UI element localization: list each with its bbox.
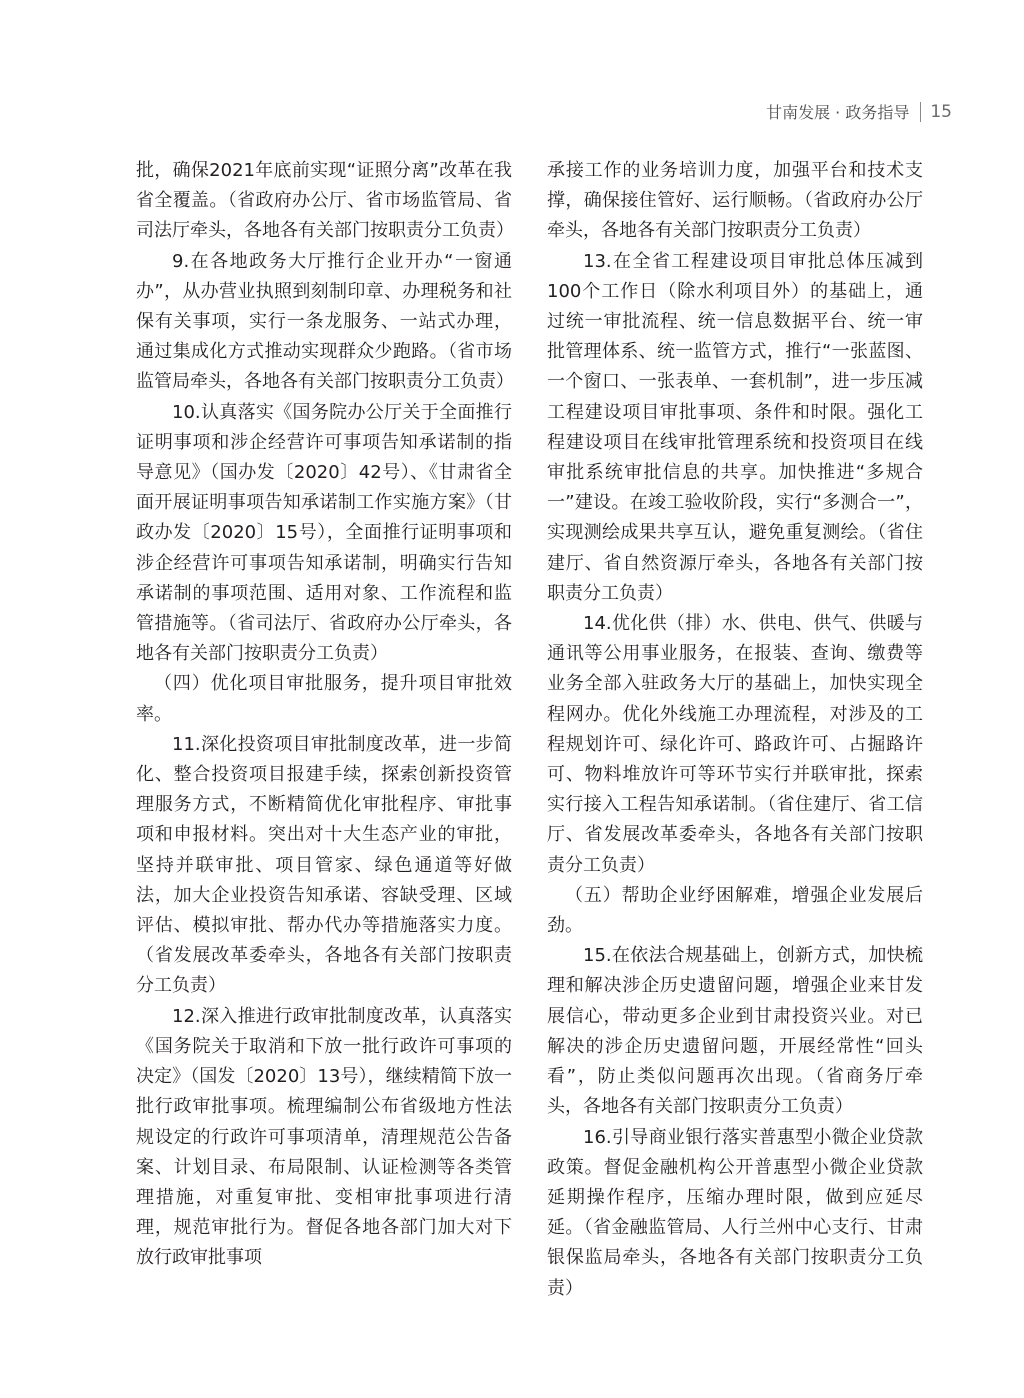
paragraph-continued: 批，确保2021年底前实现“证照分离”改革在我省全覆盖。（省政府办公厅、省市场监管局、省司法厅牵头，各地各有关部门按职责分工负责） [136, 160, 514, 242]
section-heading-4: （四）优化项目审批服务，提升项目审批效率。 [136, 673, 512, 725]
paragraph-item-10: 10.认真落实《国务院办公厅关于全面推行证明事项和涉企经营许可事项告知承诺制的指导意见》（国办发〔2020〕42号）、《甘肃省全面开展证明事项告知承诺制工作实施方案》（甘政办发〔2020〕15号），全面推行证明事项和涉企经营许可事项告知承诺制，明确实行告知承诺制的事项范围、适用对象、工作流程和监管措施等。（省司法厅、省政府办公厅牵头，各地各有关部门按职责分工负责） [136, 401, 512, 665]
paragraph-item-9: 9.在各地政务大厅推行企业开办“一窗通办”，从办营业执照到刻制印章、办理税务和社保有关事项，实行一条龙服务、一站式办理，通过集成化方式推动实现群众少跑路。（省市场监管局牵头，各地各有关部门按职责分工负责） [136, 250, 514, 393]
section-heading-5: （五）帮助企业纾困解难，增强企业发展后劲。 [547, 884, 923, 937]
left-column [136, 156, 512, 1274]
paragraph-item-13: 13.在全省工程建设项目审批总体压减到100个工作日（除水利项目外）的基础上，通过统一审批流程、统一信息数据平台、统一审批管理体系、统一监管方式，推行“一张蓝图、一个窗口、一张表单、一套机制”，进一步压减工程建设项目审批事项、条件和时限。强化工程建设项目在线审批管理系统和投资项目在线审批系统审批信息的共享。加快推进“多规合一”建设。在竣工验收阶段，实行“多测合一”，实现测绘成果共享互认，避免重复测绘。（省住建厅、省自然资源厅牵头，各地各有关部门按职责分工负责） [547, 250, 923, 604]
paragraph-item-16: 16.引导商业银行落实普惠型小微企业贷款政策。督促金融机构公开普惠型小微企业贷款延期操作程序，压缩办理时限，做到应延尽延。（省金融监管局、人行兰州中心支行、甘肃银保监局牵头，各地各有关部门按职责分工负责） [547, 1126, 923, 1299]
header-title: 甘南发展 · 政务指导 [766, 103, 910, 122]
paragraph-item-14: 14.优化供（排）水、供电、供气、供暖与通讯等公用事业服务，在报装、查询、缴费等业务全部入驻政务大厅的基础上，加快实现全程网办。优化外线施工办理流程，对涉及的工程规划许可、绿化许可、路政许可、占掘路许可、物料堆放许可等环节实行并联审批，探索实行接入工程告知承诺制。（省住建厅、省工信厅、省发展改革委牵头，各地各有关部门按职责分工负责） [547, 613, 923, 876]
right-column [547, 156, 923, 1304]
header-divider [920, 102, 921, 122]
paragraph-item-12: 12.深入推进行政审批制度改革，认真落实《国务院关于取消和下放一批行政许可事项的决定》（国发〔2020〕13号），继续精简下放一批行政审批事项。梳理编制公布省级地方性法规设定的行政许可事项清单，清理规范公告备案、计划目录、布局限制、认证检测等各类管理措施，对重复审批、变相审批事项进行清理，规范审批行为。督促各地各部门加大对下放行政审批事项 [136, 1005, 512, 1269]
page-number: 15 [930, 101, 952, 122]
paragraph-continued: 承接工作的业务培训力度，加强平台和技术支撑，确保接住管好、运行顺畅。（省政府办公厅牵头，各地各有关部门按职责分工负责） [547, 160, 923, 242]
running-header [766, 100, 952, 123]
paragraph-item-11: 11.深化投资项目审批制度改革，进一步简化、整合投资项目报建手续，探索创新投资管理服务方式，不断精简优化审批程序、审批事项和申报材料。突出对十大生态产业的审批，坚持并联审批、项目管家、绿色通道等好做法，加大企业投资告知承诺、容缺受理、区域评估、模拟审批、帮办代办等措施落实力度。（省发展改革委牵头，各地各有关部门按职责分工负责） [136, 733, 512, 997]
paragraph-item-15: 15.在依法合规基础上，创新方式，加快梳理和解决涉企历史遗留问题，增强企业来甘发展信心，带动更多企业到甘肃投资兴业。对已解决的涉企历史遗留问题，开展经常性“回头看”，防止类似问题再次出现。（省商务厅牵头，各地各有关部门按职责分工负责） [547, 945, 923, 1118]
